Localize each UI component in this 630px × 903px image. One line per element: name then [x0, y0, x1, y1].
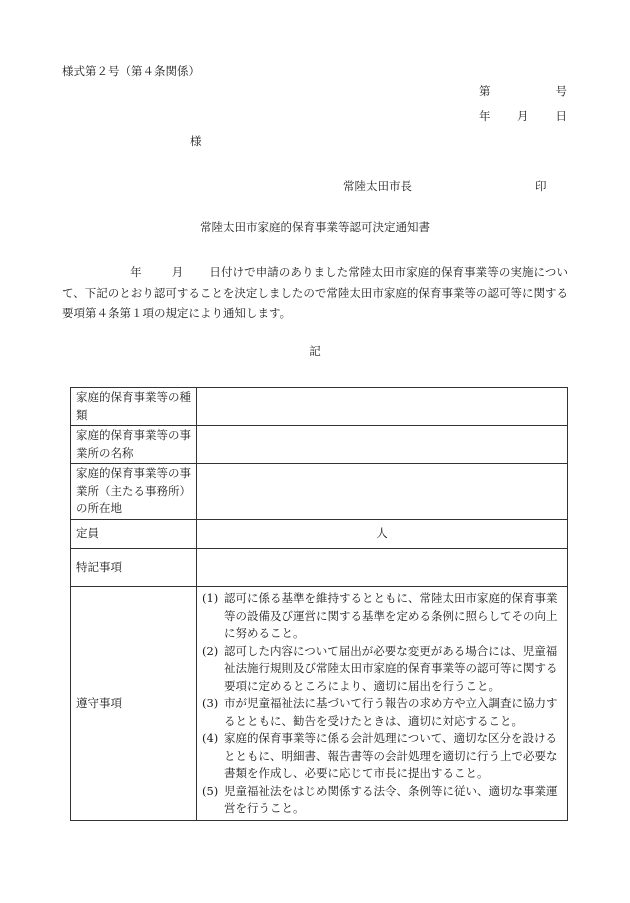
item-number: (2)	[202, 643, 219, 658]
date-month: 月	[517, 109, 529, 123]
item-text: 市が児童福祉法に基づいて行う報告の求め方や立入調査に協力するとともに、勧告を受けたときは、適切に対応すること。	[224, 696, 558, 728]
table-row	[71, 464, 568, 520]
item-number: (5)	[202, 783, 219, 798]
item-text: 認可に係る基準を維持するとともに、常陸太田市家庭的保育事業等の設備及び運営に関する基準を定める条例に照らしてその向上に努めること。	[224, 591, 558, 640]
list-item	[202, 590, 562, 643]
row-label: 家庭的保育事業等の事業所（主たる事務所）の所在地	[71, 464, 197, 520]
item-number: (1)	[202, 591, 219, 605]
item-number: (3)	[202, 696, 219, 710]
issuer-name: 常陸太田市長	[343, 179, 412, 193]
list-item	[202, 730, 562, 783]
body-paragraph	[62, 262, 568, 324]
detail-table	[70, 387, 568, 821]
seal-mark: 印	[535, 179, 547, 193]
body-month: 月	[171, 265, 184, 279]
item-text: 児童福祉法をはじめ関係する法令、条例等に従い、適切な事業運営を行うこと。	[224, 783, 558, 815]
number-prefix: 第	[479, 84, 491, 98]
compliance-cell	[197, 587, 568, 821]
item-text: 家庭的保育事業等に係る会計処理について、適切な区分を設けるとともに、明細書、報告書等の会計処理を適切に行う上で必要な書類を作成し、必要に応じて市長に提出すること。	[224, 731, 558, 780]
row-value	[197, 388, 568, 426]
table-row	[71, 388, 568, 426]
list-item	[202, 783, 562, 818]
list-item	[202, 643, 562, 696]
addressee-suffix: 様	[190, 134, 202, 148]
row-value	[197, 549, 568, 587]
number-suffix: 号	[555, 84, 567, 98]
table-row	[71, 587, 568, 821]
form-label: 様式第２号（第４条関係）	[62, 64, 200, 78]
compliance-list	[202, 588, 562, 819]
list-item	[202, 695, 562, 730]
row-label: 家庭的保育事業等の種類	[71, 388, 197, 426]
document-title: 常陸太田市家庭的保育事業等認可決定通知書	[200, 220, 430, 234]
row-label: 定員	[71, 520, 197, 549]
body-year: 年	[130, 265, 142, 279]
row-value	[197, 426, 568, 464]
row-label: 特記事項	[71, 549, 197, 587]
date-year: 年	[479, 109, 491, 123]
item-number: (4)	[202, 731, 219, 745]
row-label: 家庭的保育事業等の事業所の名称	[71, 426, 197, 464]
capacity-unit: 人	[197, 520, 568, 549]
item-text: 認可した内容について届出が必要な変更がある場合には、児童福祉法施行規則及び常陸太田市家庭的保育事業等の認可等に関する要項に定めるところにより、適切に届出を行うこと。	[224, 643, 558, 693]
table-row	[71, 426, 568, 464]
body-text: 日付けで申請のありました常陸太田市家庭的保育事業等の実施について、下記のとおり認可することを決定しましたので常陸太田市家庭的保育事業等の認可等に関する要項第４条第１項の規定により通知します。	[62, 265, 568, 320]
ki-heading: 記	[309, 344, 321, 358]
row-value	[197, 464, 568, 520]
row-label: 遵守事項	[71, 587, 197, 821]
date-day: 日	[555, 109, 567, 123]
table-row	[71, 520, 568, 549]
table-row	[71, 549, 568, 587]
